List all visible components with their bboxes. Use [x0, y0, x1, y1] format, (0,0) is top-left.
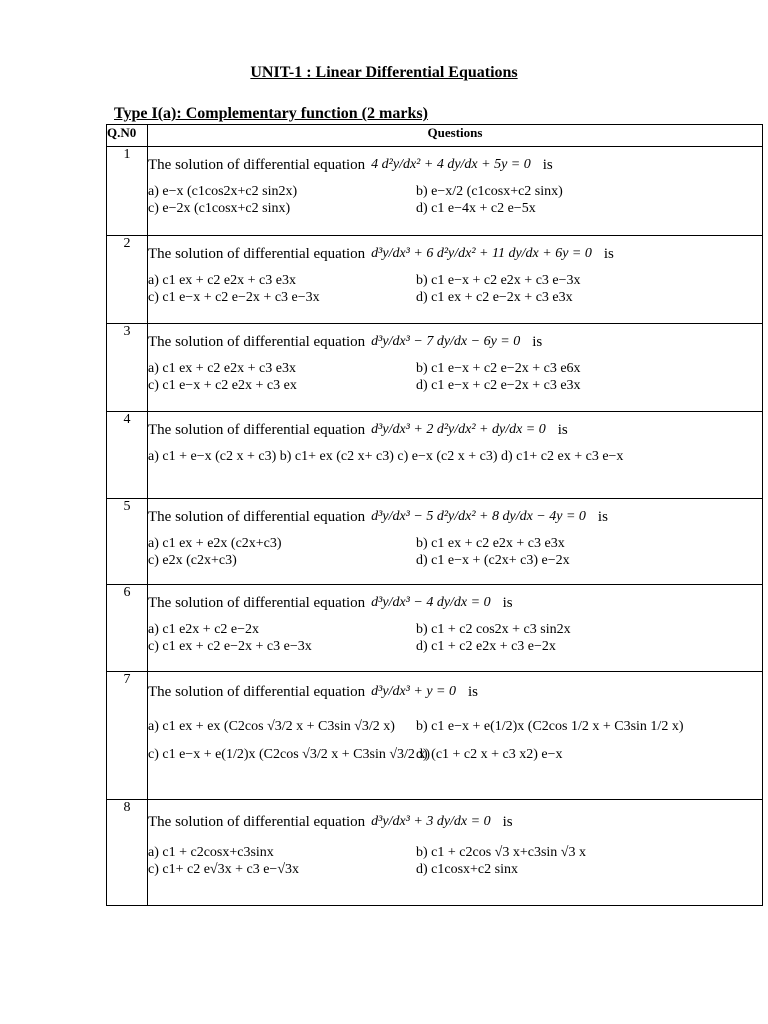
differential-equation: d³y/dx³ + 3 dy/dx = 0	[371, 813, 491, 829]
answer-option: d) c1 e−x + (c2x+ c3) e−2x	[416, 552, 570, 568]
type-title: Type I(a): Complementary function (2 marks)	[114, 105, 428, 122]
question-is: is	[532, 334, 543, 350]
question-number: 6	[107, 585, 148, 672]
answer-option: a) c1 + e−x (c2 x + c3) b) c1+ ex (c2 x+ c3) c) e−x (c2 x + c3) d) c1+ c2 ex + c3 e−x	[148, 449, 624, 464]
differential-equation: d³y/dx³ + y = 0	[371, 683, 456, 699]
answer-option: d) c1 e−x + c2 e−2x + c3 e3x	[416, 377, 581, 393]
question-stem-line	[148, 585, 762, 621]
answer-option: c) c1 e−x + c2 e2x + c3 ex	[148, 377, 297, 393]
answer-option: d) c1 e−4x + c2 e−5x	[416, 200, 536, 216]
answer-option: c) e2x (c2x+c3)	[148, 552, 237, 568]
question-number: 2	[107, 236, 148, 324]
answer-options	[148, 449, 762, 468]
answer-options	[148, 713, 762, 771]
answer-options	[148, 273, 762, 309]
question-stem-line	[148, 324, 762, 360]
question-cell	[148, 499, 763, 585]
answer-option: b) c1 e−x + c2 e−2x + c3 e6x	[416, 361, 581, 376]
question-number: 3	[107, 324, 148, 412]
answer-option: d) c1 ex + c2 e−2x + c3 e3x	[416, 289, 573, 305]
table-header-row	[107, 125, 763, 147]
answer-option: a) e−x (c1cos2x+c2 sin2x)	[148, 184, 298, 199]
question-number: 8	[107, 800, 148, 906]
question-stem: The solution of differential equation	[148, 246, 366, 262]
question-cell	[148, 672, 763, 800]
col-header-questions: Questions	[148, 125, 763, 147]
question-is: is	[597, 509, 608, 525]
question-is: is	[557, 422, 568, 438]
question-number: 4	[107, 412, 148, 499]
answer-option: d) c1 + c2 e2x + c3 e−2x	[416, 638, 556, 654]
questions-table	[106, 124, 763, 906]
answer-option: a) c1 + c2cosx+c3sinx	[148, 845, 274, 860]
answer-option: b) c1 e−x + c2 e2x + c3 e−3x	[416, 273, 581, 288]
answer-option: a) c1 e2x + c2 e−2x	[148, 622, 260, 637]
answer-option: d) (c1 + c2 x + c3 x2) e−x	[416, 747, 563, 762]
question-stem-line	[148, 236, 762, 272]
table-row	[107, 672, 763, 800]
answer-option: b) c1 + c2cos √3 x+c3sin √3 x	[416, 845, 586, 860]
question-stem: The solution of differential equation	[148, 334, 366, 350]
answer-options	[148, 184, 762, 220]
answer-option: a) c1 ex + c2 e2x + c3 e3x	[148, 361, 296, 376]
col-header-qno: Q.N0	[107, 125, 148, 147]
table-row	[107, 585, 763, 672]
answer-options	[148, 536, 762, 572]
answer-option: b) c1 e−x + e(1/2)x (C2cos 1/2 x + C3sin 1/2 x)	[416, 719, 684, 734]
answer-options	[148, 622, 762, 658]
answer-option: b) e−x/2 (c1cosx+c2 sinx)	[416, 184, 563, 199]
differential-equation: d³y/dx³ + 6 d²y/dx² + 11 dy/dx + 6y = 0	[371, 245, 592, 261]
answer-options	[148, 361, 762, 397]
answer-option: c) c1 ex + c2 e−2x + c3 e−3x	[148, 638, 312, 654]
question-number: 1	[107, 147, 148, 236]
question-number: 7	[107, 672, 148, 800]
differential-equation: d³y/dx³ − 7 dy/dx − 6y = 0	[371, 333, 521, 349]
question-is: is	[468, 684, 479, 700]
table-row	[107, 324, 763, 412]
table-row	[107, 236, 763, 324]
table-row	[107, 499, 763, 585]
question-cell	[148, 236, 763, 324]
question-stem: The solution of differential equation	[148, 509, 366, 525]
answer-option: a) c1 ex + e2x (c2x+c3)	[148, 536, 282, 551]
question-stem: The solution of differential equation	[148, 422, 366, 438]
answer-option: b) c1 ex + c2 e2x + c3 e3x	[416, 536, 565, 551]
question-is: is	[603, 246, 614, 262]
question-cell	[148, 324, 763, 412]
table-row	[107, 147, 763, 236]
question-stem-line	[148, 147, 762, 183]
question-stem: The solution of differential equation	[148, 684, 366, 700]
question-stem: The solution of differential equation	[148, 157, 366, 173]
answer-option: c) c1 e−x + c2 e−2x + c3 e−3x	[148, 289, 320, 305]
answer-option: c) c1 e−x + e(1/2)x (C2cos √3/2 x + C3sin √3/2 x)	[148, 747, 431, 762]
table-row	[107, 800, 763, 906]
questions-body	[107, 147, 763, 906]
question-cell	[148, 800, 763, 906]
table-row	[107, 412, 763, 499]
question-is: is	[502, 814, 513, 830]
question-stem-line	[148, 672, 762, 712]
question-is: is	[502, 595, 513, 611]
question-stem-line	[148, 412, 762, 448]
answer-option: a) c1 ex + ex (C2cos √3/2 x + C3sin √3/2 x)	[148, 719, 395, 734]
question-cell	[148, 147, 763, 236]
answer-option: c) c1+ c2 e√3x + c3 e−√3x	[148, 861, 299, 877]
question-cell	[148, 412, 763, 499]
differential-equation: d³y/dx³ − 5 d²y/dx² + 8 dy/dx − 4y = 0	[371, 508, 586, 524]
differential-equation: 4 d²y/dx² + 4 dy/dx + 5y = 0	[371, 156, 531, 172]
question-number: 5	[107, 499, 148, 585]
answer-option: a) c1 ex + c2 e2x + c3 e3x	[148, 273, 296, 288]
answer-option: c) e−2x (c1cosx+c2 sinx)	[148, 200, 291, 216]
answer-option: b) c1 + c2 cos2x + c3 sin2x	[416, 622, 571, 637]
answer-options	[148, 845, 762, 881]
differential-equation: d³y/dx³ − 4 dy/dx = 0	[371, 594, 491, 610]
answer-option: d) c1cosx+c2 sinx	[416, 861, 518, 877]
unit-title: UNIT-1 : Linear Differential Equations	[250, 64, 518, 81]
question-stem-line	[148, 499, 762, 535]
question-is: is	[542, 157, 553, 173]
question-stem-line	[148, 800, 762, 844]
question-stem: The solution of differential equation	[148, 595, 366, 611]
question-stem: The solution of differential equation	[148, 814, 366, 830]
question-cell	[148, 585, 763, 672]
differential-equation: d³y/dx³ + 2 d²y/dx² + dy/dx = 0	[371, 421, 546, 437]
